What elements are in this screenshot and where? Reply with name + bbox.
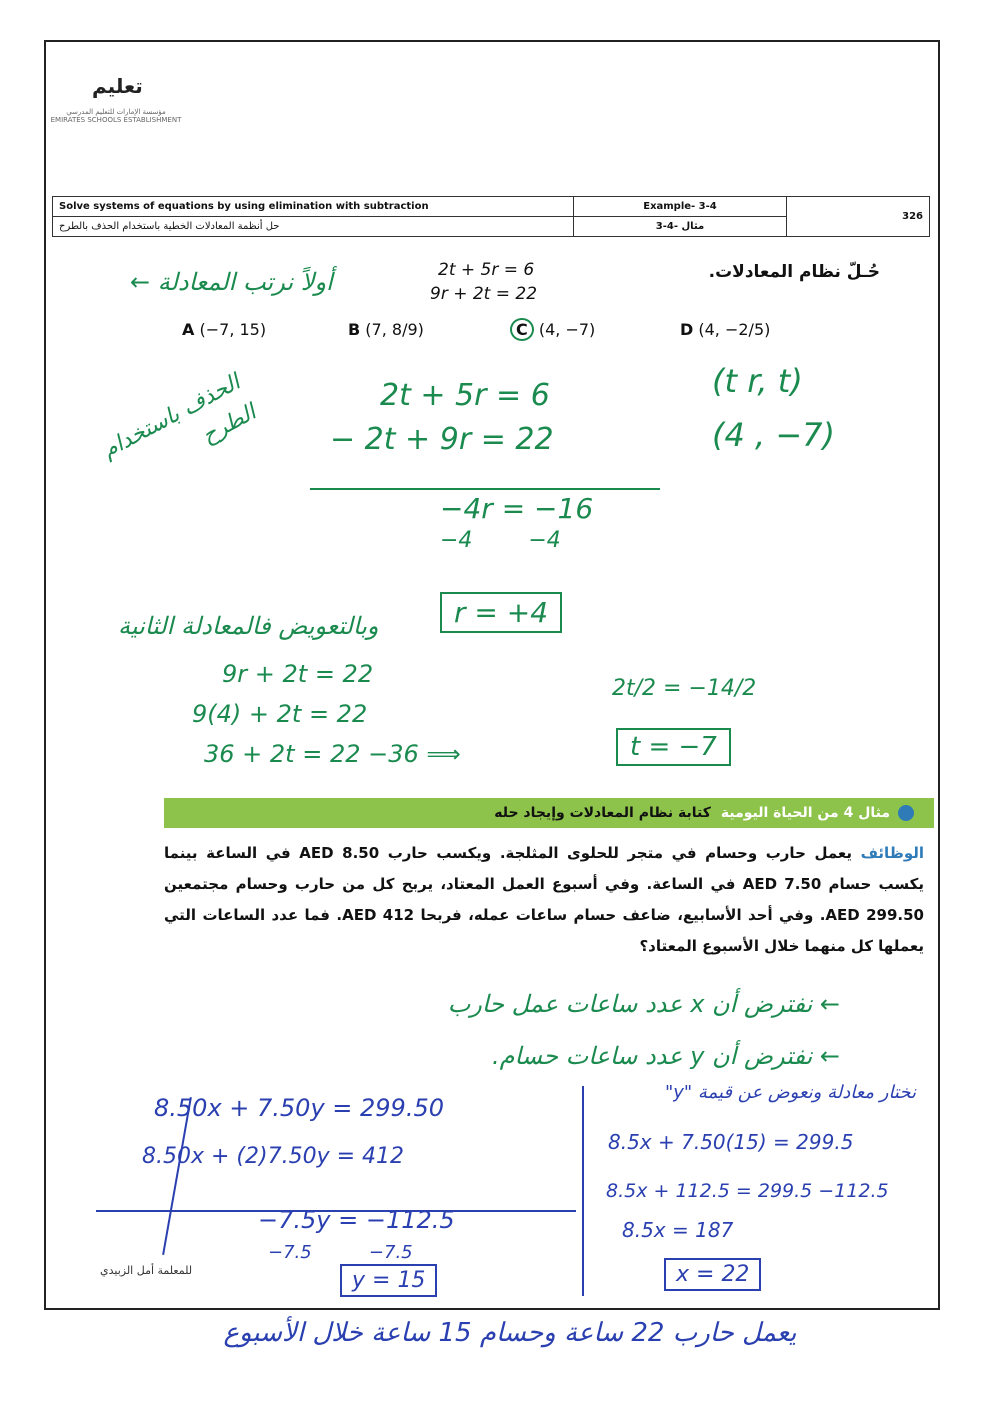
hw-divider-1 <box>310 488 660 490</box>
hw-sub-1: 9r + 2t = 22 <box>222 660 374 688</box>
sub-eq-2: 8.5x + 112.5 = 299.5 −112.5 <box>606 1180 889 1202</box>
note-elimination: الحذف باستخدام الطرح <box>98 369 261 464</box>
elim-eq-4: −7.5 −7.5 <box>268 1242 413 1263</box>
note-substitute: وبالتعويض فالمعادلة الثانية <box>118 612 379 640</box>
word-problem <box>164 838 924 962</box>
elim-eq-3: −7.5y = −112.5 <box>258 1206 455 1234</box>
assume-y: ← نفترض أن y عدد ساعات حسام. <box>492 1042 840 1070</box>
equation-1: 2t + 5r = 6 <box>438 260 535 280</box>
option-a-label: A <box>182 320 195 339</box>
elim-eq-2: 8.50x + (2)7.50y = 412 <box>142 1144 405 1169</box>
logo <box>50 70 186 134</box>
logo-sub-en: EMIRATES SCHOOLS ESTABLISHMENT <box>50 116 182 124</box>
example-ar: مثال -4-3 <box>574 217 787 237</box>
x-result: x = 22 <box>664 1258 761 1291</box>
hw-sub-2: 9(4) + 2t = 22 <box>192 700 368 728</box>
hw-line-3: −4r = −16 <box>440 492 594 525</box>
banner-subtitle: كتابة نظام المعادلات وإيجاد حله <box>494 805 711 821</box>
globe-icon <box>898 805 914 821</box>
title-en: Solve systems of equations by using elimination with subtraction <box>53 197 574 217</box>
option-b-label: B <box>348 320 361 339</box>
column-divider <box>582 1086 584 1296</box>
hw-sub-3: 36 + 2t = 22 −36 ⟹ <box>204 740 461 768</box>
option-d-label: D <box>680 320 694 339</box>
lesson-header <box>52 196 930 237</box>
hw-line-2: − 2t + 9r = 22 <box>330 422 554 457</box>
option-b[interactable] <box>348 320 424 339</box>
example-banner <box>164 798 934 828</box>
r-result: r = +4 <box>440 592 562 633</box>
problem-text: يعمل حارب وحسام في متجر للحلوى المثلجة. ويكسب حارب AED 8.50 في الساعة بينما يكسب حسام AED 7.50 في الساعة. وفي أسبوع العمل المعتاد، يربح كل من حارب وحسام مجتمعين AED 299.50. وفي أحد الأسابيع، ضاعف حسام ساعات عمله، فربحا AED 412. فما عدد الساعات التي يعملها كل منهما خلال الأسبوع المعتاد؟ <box>164 844 924 955</box>
logo-text: تعليم <box>92 74 143 98</box>
banner-title: مثال 4 من الحياة اليومية <box>720 805 890 821</box>
option-c-value: (4, −7) <box>538 320 596 339</box>
sub-eq-3: 8.5x = 187 <box>622 1218 734 1242</box>
choose-note: نختار معادلة ونعوض عن قيمة "y" <box>664 1082 916 1103</box>
option-b-value: (7, 8/9) <box>365 320 424 339</box>
option-a[interactable] <box>182 320 266 339</box>
option-d-value: (4, −2/5) <box>698 320 771 339</box>
example-en: Example- 3-4 <box>574 197 787 217</box>
sub-eq-1: 8.5x + 7.50(15) = 299.5 <box>608 1130 854 1154</box>
instruction: حُـلّ نظام المعادلات. <box>708 262 880 282</box>
hw-order: (t r, t) <box>712 362 803 400</box>
hw-sub-4: 2t/2 = −14/2 <box>612 676 757 701</box>
option-c[interactable] <box>510 320 595 339</box>
equation-2: 9r + 2t = 22 <box>430 284 538 304</box>
conclusion: يعمل حارب 22 ساعة وحسام 15 ساعة خلال الأسبوع <box>223 1318 797 1348</box>
teacher-signature: للمعلمة أمل الزبيدي <box>100 1264 193 1277</box>
hw-solution-pair: (4 , −7) <box>712 416 836 454</box>
title-ar: حل أنظمة المعادلات الخطية باستخدام الحذف بالطرح <box>53 217 574 237</box>
y-result: y = 15 <box>340 1264 437 1297</box>
elim-eq-1: 8.50x + 7.50y = 299.50 <box>154 1094 444 1122</box>
t-result: t = −7 <box>616 728 731 766</box>
hw-line-1: 2t + 5r = 6 <box>380 378 550 413</box>
logo-sub-ar: مؤسسة الإمارات للتعليم المدرسي <box>66 108 166 116</box>
hw-line-4: −4 −4 <box>440 528 561 553</box>
option-a-value: (−7, 15) <box>199 320 267 339</box>
page-number: 326 <box>787 197 930 237</box>
problem-keyword: الوظائف <box>860 844 924 862</box>
option-d[interactable] <box>680 320 770 339</box>
note-arrange: أولاً نرتب المعادلة ← <box>130 268 333 296</box>
option-c-label: C <box>510 318 534 341</box>
assume-x: ← نفترض أن x عدد ساعات عمل حارب <box>447 990 840 1018</box>
